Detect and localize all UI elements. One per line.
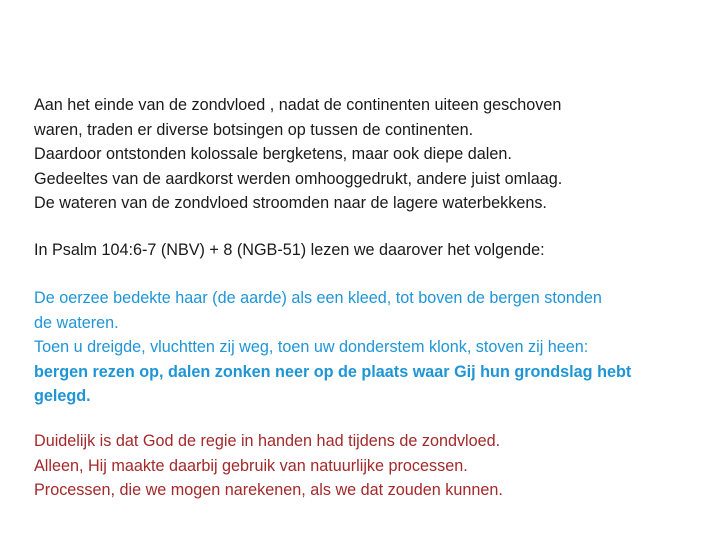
- intro-line: Gedeeltes van de aardkorst werden omhooggedrukt, andere juist omlaag.: [34, 169, 563, 188]
- conclusion-paragraph: [34, 429, 694, 503]
- quote-line: de wateren.: [34, 313, 119, 332]
- conclusion-line: Duidelijk is dat God de regie in handen had tijdens de zondvloed.: [34, 432, 501, 450]
- conclusion-line: Alleen, Hij maakte daarbij gebruik van natuurlijke processen.: [34, 456, 468, 475]
- psalm-reference: [34, 238, 694, 263]
- intro-line: Aan het einde van de zondvloed , nadat de continenten uiteen geschoven: [34, 96, 562, 114]
- quote-line: De oerzee bedekte haar (de aarde) als een kleed, tot boven de bergen stonden: [34, 289, 602, 307]
- intro-paragraph: [34, 93, 694, 216]
- quote-line: Toen u dreigde, vluchtten zij weg, toen uw donderstem klonk, stoven zij heen:: [34, 338, 589, 357]
- psalm-reference-text: In Psalm 104:6-7 (NBV) + 8 (NGB-51) lezen we daarover het volgende:: [34, 241, 545, 259]
- quote-line-bold: gelegd.: [34, 387, 91, 406]
- conclusion-line: Processen, die we mogen narekenen, als we dat zouden kunnen.: [34, 481, 503, 500]
- intro-line: De wateren van de zondvloed stroomden naar de lagere waterbekkens.: [34, 194, 547, 213]
- intro-line: waren, traden er diverse botsingen op tussen de continenten.: [34, 120, 474, 139]
- intro-line: Daardoor ontstonden kolossale bergketens, maar ook diepe dalen.: [34, 145, 512, 164]
- psalm-quote: [34, 286, 694, 409]
- quote-line-bold: bergen rezen op, dalen zonken neer op de plaats waar Gij hun grondslag hebt: [34, 362, 632, 381]
